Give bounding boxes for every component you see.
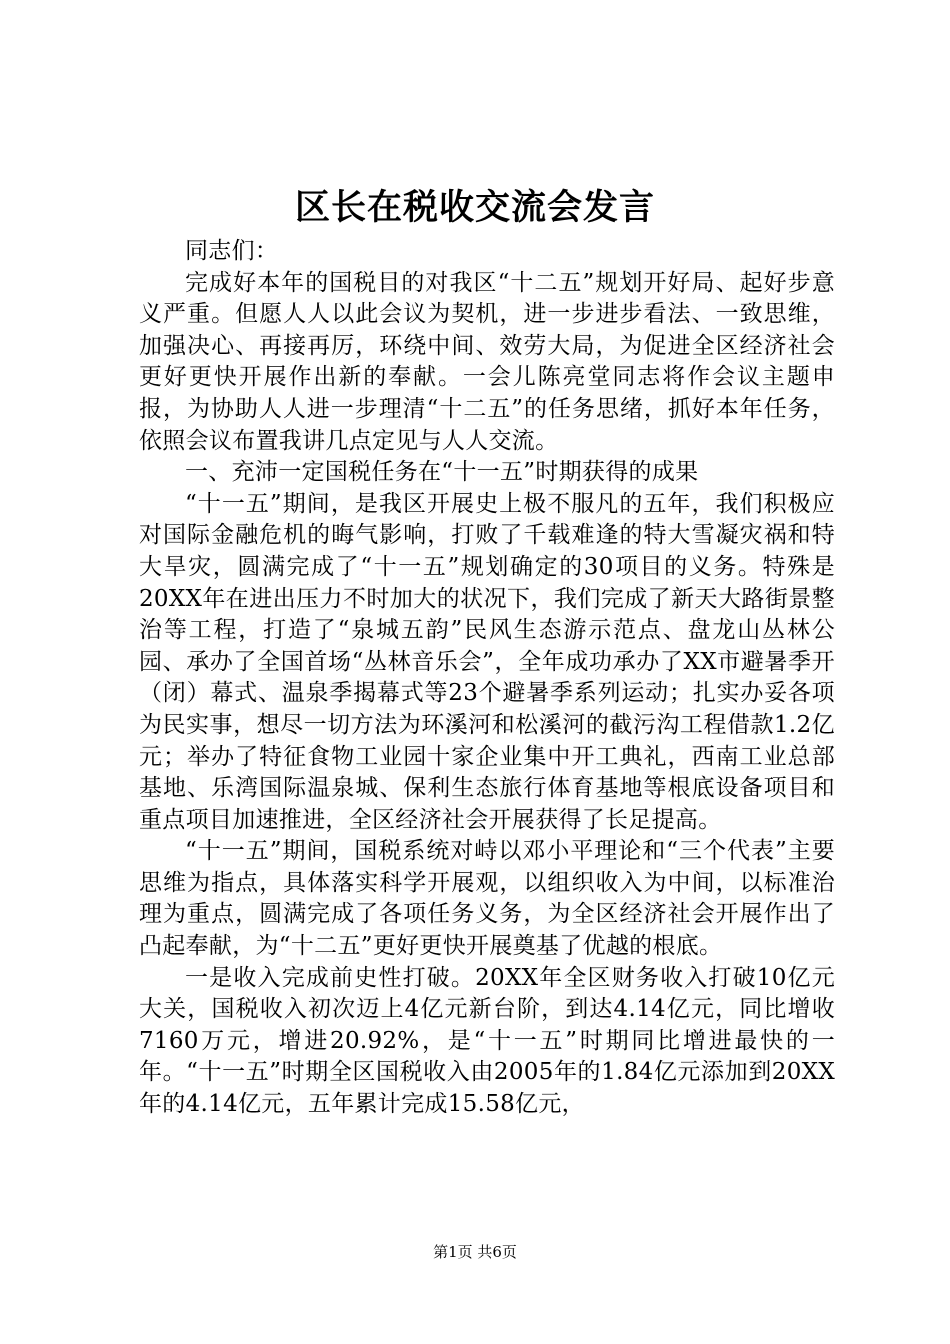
paragraph-revenue: 一是收入完成前史性打破。20XX年全区财务收入打破10亿元大关，国税收入初次迈上4亿元新台阶，到达4.14亿元，同比增收7160万元，增进20.92%，是“十一五”时期同比增进最快的一年。“十一五”时期全区国税收入由2005年的1.84亿元添加到20XX年的4.14亿元，五年累计完成15.58亿元， (139, 964, 835, 1118)
page-footer: 第1页 共6页 (433, 1243, 517, 1261)
document-title: 区长在税收交流会发言 (294, 187, 655, 228)
salutation: 同志们： (185, 238, 279, 264)
paragraph-tax-system: “十一五”期间，国税系统对峙以邓小平理论和“三个代表”主要思维为指点，具体落实科学开展观，以组织收入为中间，以标准治理为重点，圆满完成了各项任务义务，为全区经济社会开展作出了凸起奉献，为“十二五”更好更快开展奠基了优越的根底。 (139, 838, 835, 960)
paragraph-intro: 完成好本年的国税目的对我区“十二五”规划开好局、起好步意义严重。但愿人人以此会议为契机，进一步进步看法、一致思维，加强决心、再接再厉，环绕中间、效劳大局，为促进全区经济社会更好更快开展作出新的奉献。一会儿陈亮堂同志将作会议主题申报，为协助人人进一步理清“十二五”的任务思绪，抓好本年任务，依照会议布置我讲几点定见与人人交流。 (139, 269, 835, 454)
section-heading: 一、充沛一定国税任务在“十一五”时期获得的成果 (185, 459, 699, 486)
document-body (139, 236, 835, 1121)
paragraph-achievements: “十一五”期间，是我区开展史上极不服凡的五年，我们积极应对国际金融危机的晦气影响，打败了千载难逢的特大雪凝灾祸和特大旱灾，圆满完成了“十一五”规划确定的30项目的义务。特殊是20XX年在进出压力不时加大的状况下，我们完成了新天大路街景整治等工程，打造了“泉城五韵”民风生态游示范点、盘龙山丛林公园、承办了全国首场“丛林音乐会”，全年成功承办了XX市避暑季开（闭）幕式、温泉季揭幕式等23个避暑季系列运动；扎实办妥各项为民实事，想尽一切方法为环溪河和松溪河的截污沟工程借款1.2亿元；举办了特征食物工业园十家企业集中开工典礼，西南工业总部基地、乐湾国际温泉城、保利生态旅行体育基地等根底设备项目和重点项目加速推进，全区经济社会开展获得了长足提高。 (139, 490, 835, 833)
